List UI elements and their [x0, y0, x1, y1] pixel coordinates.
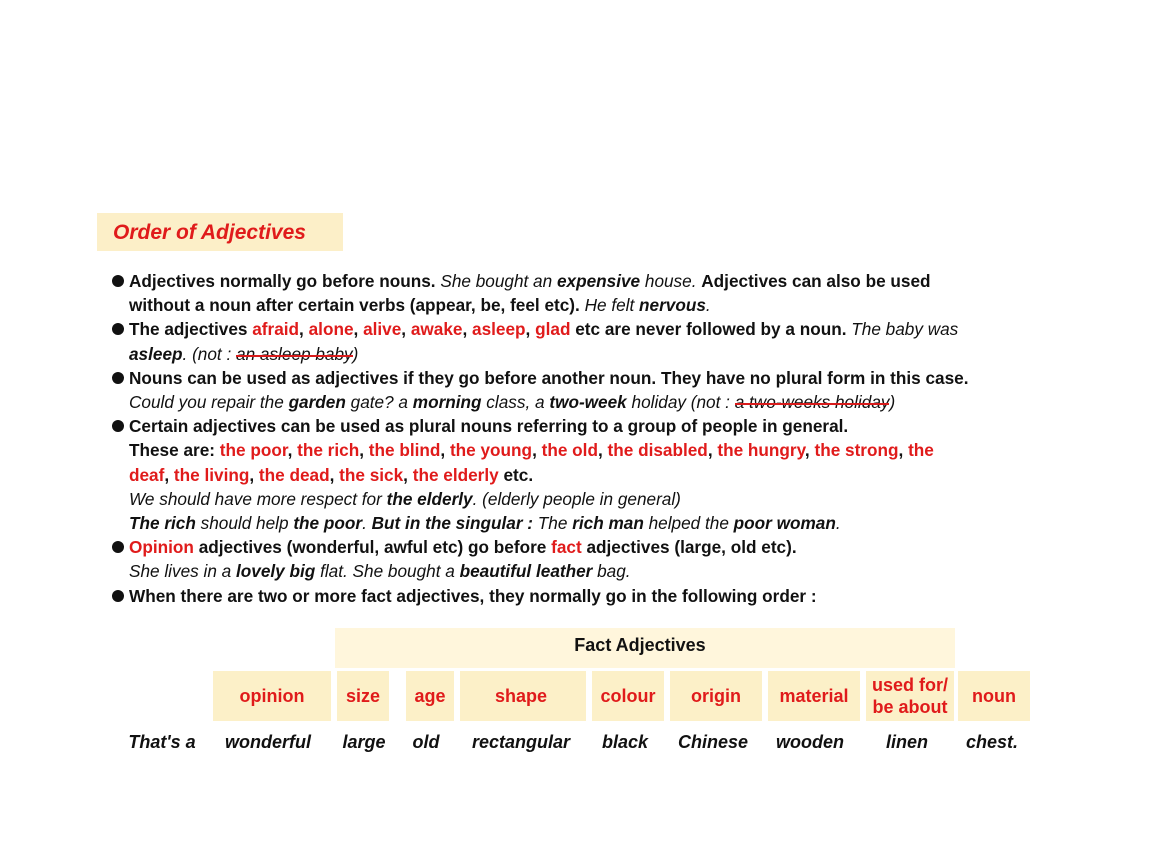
bullet-dot-icon: [112, 541, 124, 553]
bullet-list: [112, 269, 1052, 608]
column-header: origin: [691, 686, 741, 706]
text-run: the old: [541, 440, 598, 461]
text-run: ,: [329, 464, 340, 485]
text-run: adjectives (large, old etc).: [581, 537, 797, 558]
text-run: She bought an: [440, 271, 557, 291]
text-run: the poor: [293, 513, 363, 534]
bullet-line: [112, 317, 1052, 341]
text-run: should help: [195, 513, 294, 534]
column-header: age: [414, 686, 446, 706]
text-run: The: [533, 513, 573, 534]
text-run: gate? a: [345, 392, 413, 413]
text-run: ,: [804, 440, 815, 461]
bullet-line: [112, 269, 1052, 293]
text-run: alive: [363, 319, 402, 340]
text-run: ,: [707, 440, 718, 461]
bullet-dot-icon: [112, 590, 124, 602]
text-run: Certain adjectives can be used as plural nouns referring to a group of people in general.: [129, 416, 849, 437]
text-run: Opinion: [129, 537, 194, 558]
text-run: ,: [898, 440, 909, 461]
bullet-dot-icon: [112, 275, 124, 287]
text-run: Adjectives normally go before nouns.: [129, 271, 441, 291]
column-header: material: [779, 686, 849, 706]
text-run: adjectives (wonderful, awful etc) go before: [193, 537, 552, 558]
example-word: chest.: [965, 732, 1019, 752]
text-run: the rich: [297, 440, 360, 461]
text-run: But in the singular :: [371, 513, 534, 534]
fact-adjectives-header: Fact Adjectives: [574, 635, 706, 655]
bullet-item: [112, 366, 1052, 414]
text-run: the dead: [258, 464, 330, 485]
bullet-item: [112, 414, 1052, 535]
column-header: size: [345, 686, 381, 706]
example-word: wonderful: [225, 732, 311, 752]
text-run: ): [889, 392, 896, 413]
text-run: expensive: [556, 271, 641, 291]
bullet-line: [112, 584, 1052, 608]
section-title: Order of Adjectives: [113, 221, 306, 244]
bullet-line: [112, 463, 1052, 487]
column-header: noun: [972, 686, 1016, 706]
text-run: deaf: [129, 464, 165, 485]
bullet-dot-icon: [112, 372, 124, 384]
text-run: without a noun after certain verbs (appear, be, feel etc).: [129, 295, 585, 316]
bullet-line: [112, 487, 1052, 511]
bullet-item: [112, 269, 1052, 317]
text-run: the living: [173, 464, 250, 485]
text-run: two-week: [549, 392, 627, 413]
column-header: opinion: [239, 686, 305, 706]
text-run: . (not :: [182, 343, 237, 364]
text-run: etc.: [498, 464, 534, 485]
text-run: the elderly: [412, 464, 499, 485]
text-run: . (elderly people in general): [472, 488, 681, 509]
text-run: ): [352, 343, 359, 364]
text-run: the hungry: [717, 440, 805, 461]
example-word: old: [412, 732, 440, 752]
bullet-line: [112, 535, 1052, 559]
bullet-line: [112, 293, 1052, 317]
text-run: the strong: [814, 440, 899, 461]
text-run: the poor: [219, 440, 288, 461]
text-run: beautiful leather: [459, 561, 593, 582]
column-header: colour: [600, 686, 656, 706]
text-run: Adjectives can also be used: [701, 271, 931, 291]
text-run: the disabled: [607, 440, 708, 461]
text-run: asleep: [129, 343, 183, 364]
text-run: We should have more respect for: [129, 488, 387, 509]
text-run: The adjectives: [129, 319, 253, 340]
text-run: the blind: [368, 440, 441, 461]
text-run: flat. She bought a: [315, 561, 460, 582]
text-run: house.: [640, 271, 702, 291]
text-run: ,: [403, 464, 413, 485]
text-run: afraid: [252, 319, 300, 340]
bullet-line: [112, 511, 1052, 535]
text-run: holiday (not :: [626, 392, 735, 413]
bullet-line: [112, 366, 1052, 390]
text-run: ,: [164, 464, 174, 485]
example-word: large: [342, 732, 386, 752]
text-run: She lives in a: [129, 561, 237, 582]
text-run: These are:: [129, 440, 220, 461]
text-run: ,: [287, 440, 298, 461]
text-run: the: [908, 440, 934, 461]
text-run: ,: [532, 440, 542, 461]
example-lead: That's a: [128, 732, 196, 752]
bullet-line: [112, 390, 1052, 414]
text-run: The baby was: [851, 319, 959, 340]
text-run: lovely big: [236, 561, 316, 582]
bullet-line: [112, 559, 1052, 583]
text-run: garden: [288, 392, 346, 413]
text-run: ,: [249, 464, 259, 485]
text-run: the young: [449, 440, 533, 461]
text-run: awake: [410, 319, 463, 340]
text-run: poor woman: [733, 513, 836, 534]
text-run: helped the: [643, 513, 734, 534]
column-header: shape: [494, 686, 548, 706]
text-run: He felt: [584, 295, 640, 316]
struck-example: an asleep baby: [236, 342, 353, 366]
struck-example: a two-weeks holiday: [735, 390, 890, 414]
text-run: bag.: [592, 561, 631, 582]
text-run: ,: [353, 319, 364, 340]
bullet-item: [112, 584, 1052, 608]
text-run: .: [705, 295, 711, 316]
bullet-line: [112, 438, 1052, 462]
text-run: When there are two or more fact adjectives, they normally go in the following order :: [129, 585, 817, 606]
text-run: Could you repair the: [129, 392, 289, 413]
bullet-dot-icon: [112, 420, 124, 432]
text-run: .: [362, 513, 372, 534]
bullet-dot-icon: [112, 323, 124, 335]
example-word: Chinese: [677, 732, 749, 752]
text-run: ,: [597, 440, 608, 461]
text-run: morning: [412, 392, 482, 413]
text-run: ,: [525, 319, 536, 340]
text-run: fact: [551, 537, 582, 558]
bullet-line: [112, 414, 1052, 438]
bullet-item: [112, 535, 1052, 583]
text-run: alone: [308, 319, 354, 340]
text-run: ,: [462, 319, 473, 340]
text-run: etc are never followed by a noun.: [570, 319, 852, 340]
column-header: used for/ be about: [871, 675, 948, 717]
text-run: nervous: [639, 295, 706, 316]
example-word: black: [601, 732, 649, 752]
text-run: the sick: [339, 464, 404, 485]
bullet-item: [112, 317, 1052, 365]
text-run: glad: [535, 319, 571, 340]
example-word: rectangular: [471, 732, 571, 752]
example-word: wooden: [776, 732, 844, 752]
text-run: ,: [359, 440, 369, 461]
text-run: ,: [440, 440, 450, 461]
text-run: ,: [299, 319, 309, 340]
text-run: class, a: [481, 392, 550, 413]
example-word: linen: [885, 732, 928, 752]
text-run: the elderly: [386, 488, 473, 509]
bullet-line: [112, 342, 1052, 366]
text-run: rich man: [572, 513, 644, 534]
text-run: Nouns can be used as adjectives if they go before another noun. They have no plural form in this case.: [129, 367, 969, 388]
text-run: ,: [401, 319, 411, 340]
text-run: The rich: [129, 513, 196, 534]
text-run: asleep: [472, 319, 526, 340]
text-run: .: [835, 513, 841, 534]
